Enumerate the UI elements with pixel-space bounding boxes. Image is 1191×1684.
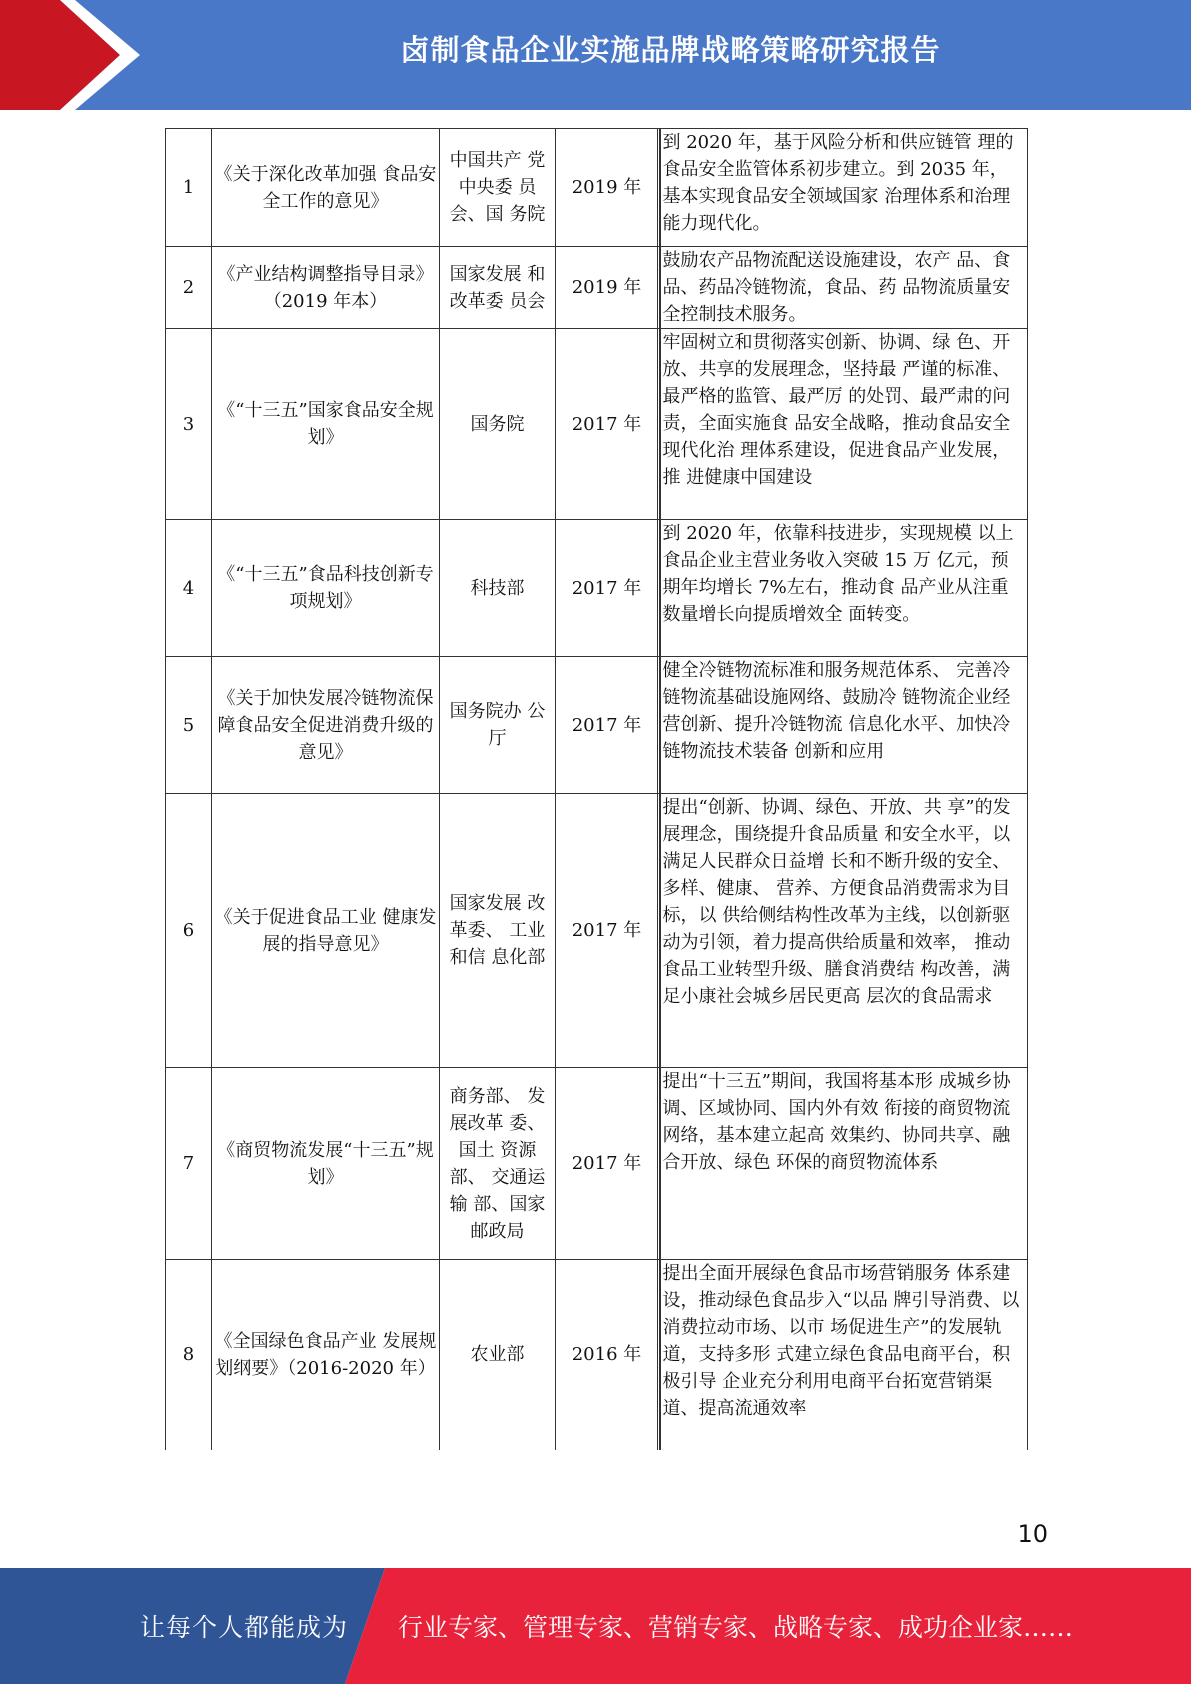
policy-goal: 提出“创新、协调、绿色、开放、共 享”的发展理念，围绕提升食品质量 和安全水平，以满足人民群众日益增 长和不断升级的安全、多样、健康、 营养、方便食品消费需求为目标，以 供给侧结构性改革为主线，以创新驱 动为引领，着力提高供给质量和效率， 推动食品工业转型升级、膳食消费结 构改善，满足小康社会城乡居民更高 层次的食品需求 <box>660 794 1028 1068</box>
issue-year: 2016 年 <box>556 1260 658 1450</box>
policy-title: 《关于促进食品工业 健康发展的指导意见》 <box>212 794 440 1068</box>
policy-title: 《产业结构调整指导目录》（2019 年本） <box>212 247 440 329</box>
issue-year: 2019 年 <box>556 247 658 329</box>
policy-goal: 到 2020 年，依靠科技进步，实现规模 以上食品企业主营业务收入突破 15 万 亿元，预期年均增长 7%左右，推动食 品产业从注重数量增长向提质增效全 面转变。 <box>660 520 1028 657</box>
row-number: 8 <box>166 1260 212 1450</box>
issuing-org: 中国共产 党中央委 员会、国 务院 <box>440 129 556 247</box>
table-row <box>166 129 1028 247</box>
issue-year: 2017 年 <box>556 1068 658 1260</box>
policy-goal: 提出全面开展绿色食品市场营销服务 体系建设，推动绿色食品步入“以品 牌引导消费、以消费拉动市场、以市 场促进生产”的发展轨道，支持多形 式建立绿色食品电商平台，积极引导 企业充分利用电商平台拓宽营销渠 道、提高流通效率 <box>660 1260 1028 1450</box>
issuing-org: 科技部 <box>440 520 556 657</box>
page-header <box>0 0 1191 110</box>
policy-title: 《全国绿色食品产业 发展规划纲要》（2016-2020 年） <box>212 1260 440 1450</box>
page-number: 10 <box>1017 1520 1048 1548</box>
issue-year: 2017 年 <box>556 329 658 520</box>
issuing-org: 商务部、 发展改革 委、国土 资源部、 交通运输 部、国家邮政局 <box>440 1068 556 1260</box>
issuing-org: 农业部 <box>440 1260 556 1450</box>
policy-title: 《“十三五”国家食品安全规划》 <box>212 329 440 520</box>
issuing-org: 国家发展 和改革委 员会 <box>440 247 556 329</box>
policy-goal: 鼓励农产品物流配送设施建设，农产 品、食品、药品冷链物流，食品、药 品物流质量安全控制技术服务。 <box>660 247 1028 329</box>
policy-title: 《商贸物流发展“十三五”规划》 <box>212 1068 440 1260</box>
policy-goal: 健全冷链物流标准和服务规范体系、 完善冷链物流基础设施网络、鼓励冷 链物流企业经营创新、提升冷链物流 信息化水平、加快冷链物流技术装备 创新和应用 <box>660 657 1028 794</box>
issue-year: 2017 年 <box>556 657 658 794</box>
issuing-org: 国务院办 公厅 <box>440 657 556 794</box>
policy-title: 《关于加快发展冷链物流保障食品安全促进消费升级的意见》 <box>212 657 440 794</box>
row-number: 7 <box>166 1068 212 1260</box>
row-number: 1 <box>166 129 212 247</box>
row-number: 6 <box>166 794 212 1068</box>
policy-goal: 到 2020 年，基于风险分析和供应链管 理的食品安全监管体系初步建立。到 2035 年，基本实现食品安全领域国家 治理体系和治理能力现代化。 <box>660 129 1028 247</box>
table-row <box>166 329 1028 520</box>
table-row <box>166 657 1028 794</box>
issuing-org: 国家发展 改革委、 工业和信 息化部 <box>440 794 556 1068</box>
footer-slogan-right: 行业专家、管理专家、营销专家、战略专家、成功企业家…… <box>398 1613 1074 1642</box>
table-row <box>166 1068 1028 1260</box>
row-number: 5 <box>166 657 212 794</box>
policy-goal: 牢固树立和贯彻落实创新、协调、绿 色、开放、共享的发展理念，坚持最 严谨的标准、最严格的监管、最严厉 的处罚、最严肃的问责，全面实施食 品安全战略，推动食品安全现代化治 理体系建设，促进食品产业发展，推 进健康中国建设 <box>660 329 1028 520</box>
policy-title: 《“十三五”食品科技创新专项规划》 <box>212 520 440 657</box>
issuing-org: 国务院 <box>440 329 556 520</box>
header-chevron-icon <box>0 0 160 110</box>
table-row <box>166 794 1028 1068</box>
row-number: 3 <box>166 329 212 520</box>
row-number: 2 <box>166 247 212 329</box>
issue-year: 2017 年 <box>556 520 658 657</box>
issue-year: 2019 年 <box>556 129 658 247</box>
policy-table <box>165 128 1028 1450</box>
page-footer <box>0 1568 1191 1684</box>
policy-title: 《关于深化改革加强 食品安全工作的意见》 <box>212 129 440 247</box>
policy-goal: 提出“十三五”期间，我国将基本形 成城乡协调、区域协同、国内外有效 衔接的商贸物流网络，基本建立起高 效集约、协同共享、融合开放、绿色 环保的商贸物流体系 <box>660 1068 1028 1260</box>
table-row <box>166 520 1028 657</box>
table-row <box>166 1260 1028 1450</box>
footer-slogan-left: 让每个人都能成为 <box>140 1613 349 1642</box>
issue-year: 2017 年 <box>556 794 658 1068</box>
page-title: 卤制食品企业实施品牌战略策略研究报告 <box>400 33 941 67</box>
table-row <box>166 247 1028 329</box>
row-number: 4 <box>166 520 212 657</box>
